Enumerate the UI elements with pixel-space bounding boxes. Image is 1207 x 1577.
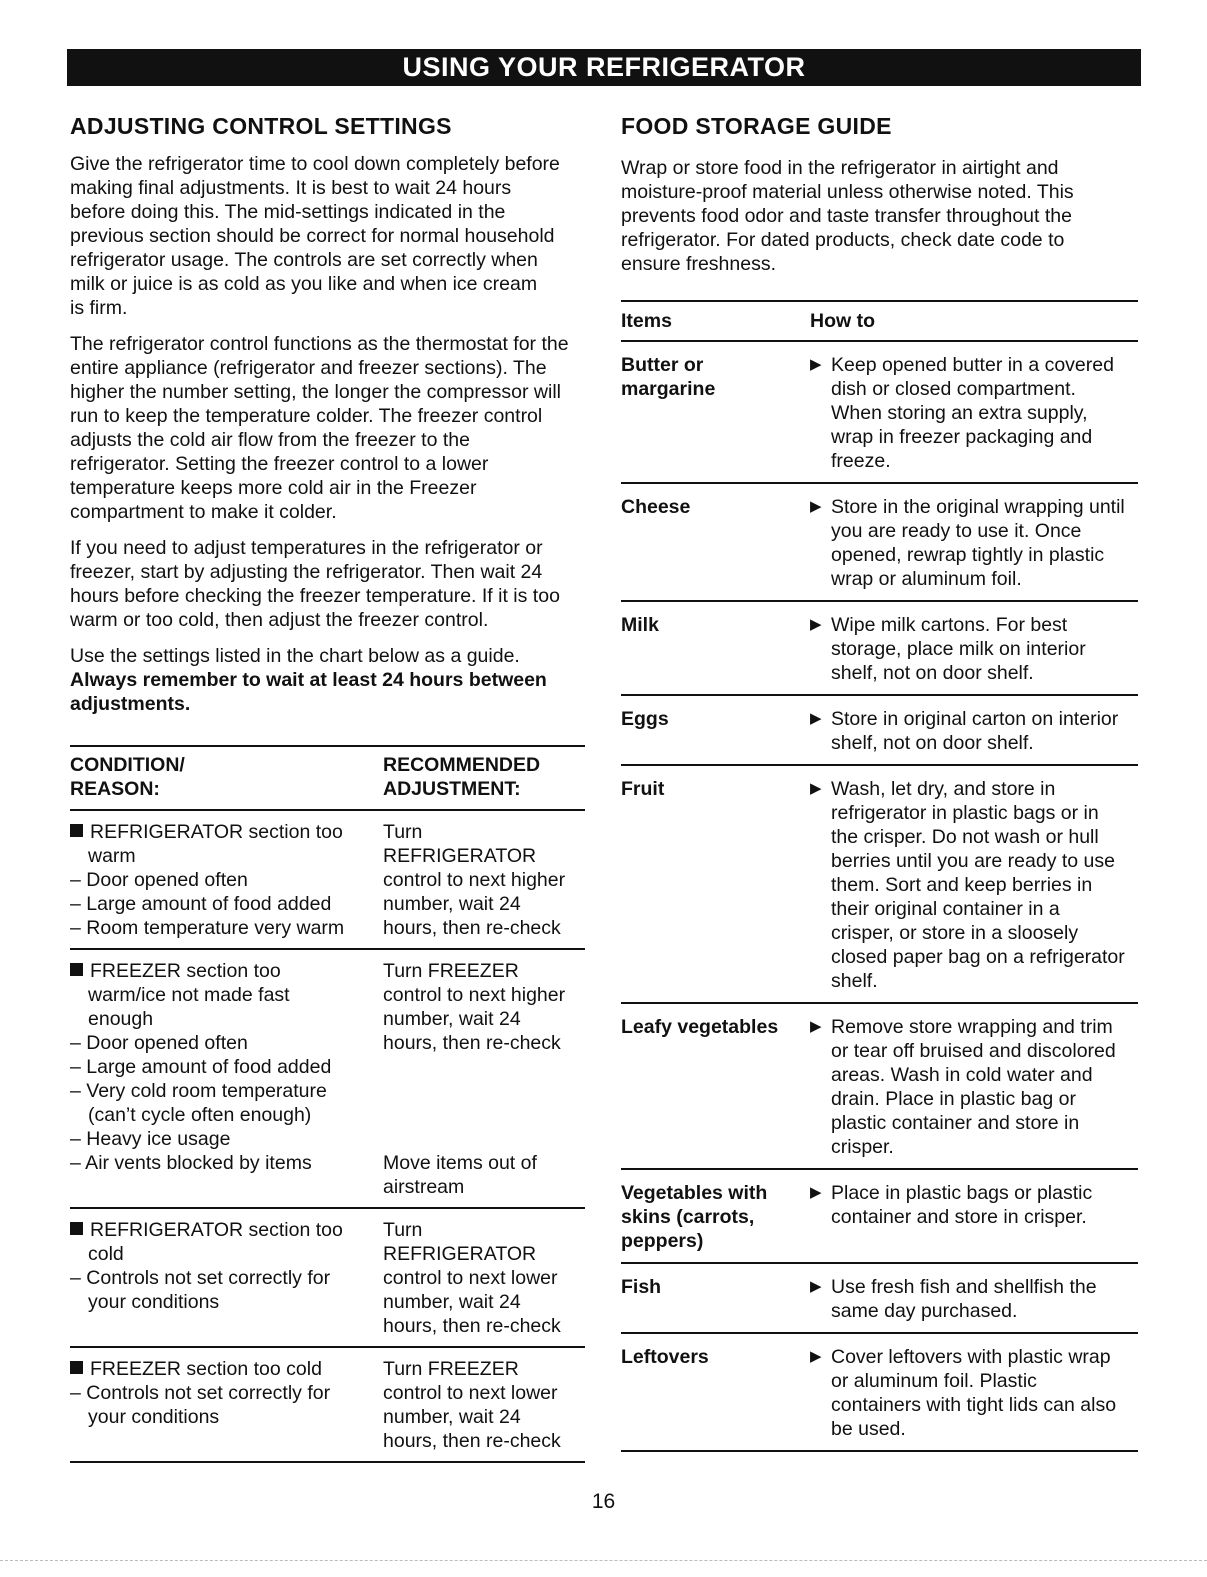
howto-cell [810, 613, 1138, 685]
adjustment-line: hours, then re-check [383, 1430, 561, 1452]
adjustment-line [383, 1055, 585, 1079]
text-line: If you need to adjust temperatures in the refrigerator or [70, 537, 543, 559]
adjustment-cell [383, 959, 585, 1199]
text-line: Fruit [621, 778, 665, 800]
text-line: REASON: [70, 778, 160, 800]
adjustment-line: control to next lower [383, 1382, 558, 1404]
triangle-bullet-icon: ▶ [810, 1348, 822, 1365]
table-row [621, 1170, 1138, 1264]
triangle-bullet-icon: ▶ [810, 780, 822, 797]
condition-line: cold [88, 1243, 124, 1265]
howto-text [831, 777, 1138, 993]
adjustment-line: number, wait 24 [383, 1406, 521, 1428]
text-line: drain. Place in plastic bag or [831, 1088, 1076, 1110]
square-bullet-icon [70, 963, 83, 976]
item-cell [621, 1345, 810, 1441]
square-bullet-icon [70, 824, 83, 837]
text-line: Leafy vegetables [621, 1016, 779, 1038]
header-howto: How to [810, 310, 875, 332]
text-line: freeze. [831, 450, 891, 472]
page-number: 16 [591, 1490, 616, 1513]
adjustment-line: Turn [383, 1219, 423, 1241]
table-row [621, 602, 1138, 696]
food-storage-section [621, 112, 1138, 1452]
item-cell [621, 353, 810, 473]
header-items: Items [621, 310, 672, 332]
adjustment-line: number, wait 24 [383, 1291, 521, 1313]
condition-line: your conditions [88, 1291, 220, 1313]
text-line: crisper. [831, 1136, 894, 1158]
adjustment-cell [383, 820, 585, 940]
food-storage-table [621, 300, 1138, 1452]
condition-line: your conditions [88, 1406, 220, 1428]
adjustment-line [383, 1127, 585, 1151]
paragraph [70, 332, 585, 524]
text-line: adjusts the cold air flow from the freezer to the [70, 429, 470, 451]
text-line: prevents food odor and taste transfer throughout the [621, 205, 1072, 227]
item-cell [621, 1015, 810, 1159]
table-row [621, 1264, 1138, 1334]
text-line: shelf. [831, 970, 878, 992]
text-line: wrap in freezer packaging and [831, 426, 1093, 448]
item-cell [621, 495, 810, 591]
condition-cell [70, 1218, 383, 1338]
text-line: Vegetables with [621, 1182, 768, 1204]
howto-cell [810, 1345, 1138, 1441]
condition-line: enough [88, 1008, 154, 1030]
text-line: skins (carrots, [621, 1206, 755, 1228]
text-line: storage, place milk on interior [831, 638, 1086, 660]
text-line: closed paper bag on a refrigerator [831, 946, 1125, 968]
text-line: hours before checking the freezer temperature. If it is too [70, 585, 560, 607]
page-banner: USING YOUR REFRIGERATOR [67, 49, 1141, 86]
text-line: refrigerator. Setting the freezer control to a lower [70, 453, 489, 475]
condition-line: – Controls not set correctly for [70, 1382, 331, 1404]
item-cell [621, 1275, 810, 1323]
paragraph [621, 156, 1138, 276]
howto-cell [810, 1275, 1138, 1323]
text-line: Cover leftovers with plastic wrap [831, 1346, 1111, 1368]
howto-text [831, 353, 1138, 473]
text-line: areas. Wash in cold water and [831, 1064, 1093, 1086]
paragraph [70, 152, 585, 320]
text-line: or aluminum foil. Plastic [831, 1370, 1037, 1392]
text-line: crisper, or store in a sloosely [831, 922, 1079, 944]
text-line: compartment to make it colder. [70, 501, 337, 523]
text-line: container and store in crisper. [831, 1206, 1087, 1228]
text-line: peppers) [621, 1230, 704, 1252]
howto-cell [810, 777, 1138, 993]
adjustment-line: REFRIGERATOR [383, 1243, 537, 1265]
item-cell [621, 1181, 810, 1253]
condition-cell [70, 1357, 383, 1453]
text-line: be used. [831, 1418, 906, 1440]
text-line: opened, rewrap tightly in plastic [831, 544, 1105, 566]
condition-line: warm [88, 845, 136, 867]
text-line: their original container in a [831, 898, 1060, 920]
howto-text [831, 1015, 1138, 1159]
text-line: Wrap or store food in the refrigerator in airtight and [621, 157, 1059, 179]
adjustment-line: REFRIGERATOR [383, 845, 537, 867]
adjustment-table [70, 745, 585, 1463]
triangle-bullet-icon: ▶ [810, 1278, 822, 1295]
header-condition [70, 753, 383, 801]
howto-cell [810, 1181, 1138, 1253]
text-line: The refrigerator control functions as the thermostat for the [70, 333, 569, 355]
text-line: Place in plastic bags or plastic [831, 1182, 1093, 1204]
item-cell [621, 707, 810, 755]
header-adjustment [383, 753, 585, 801]
text-line: milk or juice is as cold as you like and when ice cream [70, 273, 538, 295]
condition-line: – Air vents blocked by items [70, 1152, 312, 1174]
triangle-bullet-icon: ▶ [810, 498, 822, 515]
condition-line: REFRIGERATOR section too [70, 1218, 383, 1242]
condition-line: REFRIGERATOR section too [70, 820, 383, 844]
howto-text [831, 1181, 1138, 1253]
paragraph [70, 644, 585, 716]
adjustment-line: Move items out of [383, 1152, 537, 1174]
howto-cell [810, 495, 1138, 591]
howto-text [831, 613, 1138, 685]
text-line: same day purchased. [831, 1300, 1018, 1322]
howto-text [831, 1345, 1138, 1441]
text-line: run to keep the temperature colder. The freezer control [70, 405, 543, 427]
paragraph [70, 536, 585, 632]
condition-cell [70, 820, 383, 940]
text-line: Fish [621, 1276, 662, 1298]
bold-note [70, 669, 547, 715]
adjusting-controls-section [70, 112, 585, 716]
adjustment-line: airstream [383, 1176, 465, 1198]
text-line: ensure freshness. [621, 253, 777, 275]
divider [0, 1560, 1207, 1561]
text-line: shelf, not on door shelf. [831, 662, 1034, 684]
text-line: adjustments. [70, 693, 191, 715]
text-line: berries until you are ready to use [831, 850, 1115, 872]
table-row [70, 950, 585, 1209]
triangle-bullet-icon: ▶ [810, 710, 822, 727]
text-line: refrigerator in plastic bags or in [831, 802, 1099, 824]
text-line: margarine [621, 378, 716, 400]
howto-cell [810, 1015, 1138, 1159]
triangle-bullet-icon: ▶ [810, 1018, 822, 1035]
adjustment-line: control to next lower [383, 1267, 558, 1289]
table-row [621, 1004, 1138, 1170]
text-line: or tear off bruised and discolored [831, 1040, 1116, 1062]
text-line: refrigerator usage. The controls are set correctly when [70, 249, 538, 271]
adjustment-line: Turn [383, 821, 423, 843]
text-line: temperature keeps more cold air in the Freezer [70, 477, 477, 499]
text-line: entire appliance (refrigerator and freezer sections). The [70, 357, 547, 379]
text-line: moisture-proof material unless otherwise noted. This [621, 181, 1074, 203]
adjustment-line [383, 1103, 585, 1127]
text-line: before doing this. The mid-settings indicated in the [70, 201, 506, 223]
text-line: is firm. [70, 297, 128, 319]
adjustment-line: hours, then re-check [383, 917, 561, 939]
triangle-bullet-icon: ▶ [810, 616, 822, 633]
condition-line: FREEZER section too [70, 959, 383, 983]
text-line: Always remember to wait at least 24 hours between [70, 669, 547, 691]
howto-text [831, 707, 1138, 755]
howto-text [831, 1275, 1138, 1323]
condition-line: – Very cold room temperature [70, 1080, 327, 1102]
adjustment-line [383, 1079, 585, 1103]
text-line: containers with tight lids can also [831, 1394, 1117, 1416]
text-line: Use fresh fish and shellfish the [831, 1276, 1097, 1298]
adjustment-line: hours, then re-check [383, 1315, 561, 1337]
adjustment-line: Turn FREEZER [383, 1358, 519, 1380]
text-line: Remove store wrapping and trim [831, 1016, 1113, 1038]
text-line: Store in original carton on interior [831, 708, 1119, 730]
text-line: Wipe milk cartons. For best [831, 614, 1068, 636]
text-line: Wash, let dry, and store in [831, 778, 1056, 800]
table-row [621, 766, 1138, 1004]
triangle-bullet-icon: ▶ [810, 356, 822, 373]
howto-cell [810, 353, 1138, 473]
table-row [621, 484, 1138, 602]
adjustment-line: number, wait 24 [383, 1008, 521, 1030]
adjustment-line: control to next higher [383, 869, 566, 891]
text-line: freezer, start by adjusting the refrigerator. Then wait 24 [70, 561, 543, 583]
table-row [70, 1209, 585, 1348]
condition-line: – Room temperature very warm [70, 917, 345, 939]
text-line: making final adjustments. It is best to wait 24 hours [70, 177, 512, 199]
condition-line: – Door opened often [70, 869, 248, 891]
triangle-bullet-icon: ▶ [810, 1184, 822, 1201]
text-line: you are ready to use it. Once [831, 520, 1082, 542]
condition-line: warm/ice not made fast [88, 984, 290, 1006]
square-bullet-icon [70, 1361, 83, 1374]
paragraph-text: Use the settings listed in the chart below as a guide. [70, 645, 520, 667]
condition-line: – Heavy ice usage [70, 1128, 231, 1150]
text-line: dish or closed compartment. [831, 378, 1076, 400]
text-line: CONDITION/ [70, 754, 185, 776]
table-row [621, 696, 1138, 766]
adjustment-line: control to next higher [383, 984, 566, 1006]
item-cell [621, 777, 810, 993]
text-line: warm or too cold, then adjust the freezer control. [70, 609, 489, 631]
text-line: Store in the original wrapping until [831, 496, 1125, 518]
text-line: higher the number setting, the longer the compressor will [70, 381, 562, 403]
text-line: Leftovers [621, 1346, 709, 1368]
adjustment-line: Turn FREEZER [383, 960, 519, 982]
section-heading: FOOD STORAGE GUIDE [621, 113, 892, 139]
text-line: the crisper. Do not wash or hull [831, 826, 1099, 848]
howto-cell [810, 707, 1138, 755]
condition-line: – Large amount of food added [70, 1056, 332, 1078]
text-line: refrigerator. For dated products, check date code to [621, 229, 1065, 251]
table-row [621, 342, 1138, 484]
table-row [621, 1334, 1138, 1452]
howto-text [831, 495, 1138, 591]
text-line: Keep opened butter in a covered [831, 354, 1114, 376]
condition-line: – Controls not set correctly for [70, 1267, 331, 1289]
condition-line: FREEZER section too cold [70, 1357, 383, 1381]
table-row [70, 811, 585, 950]
text-line: RECOMMENDED [383, 754, 541, 776]
text-line: previous section should be correct for normal household [70, 225, 555, 247]
text-line: Cheese [621, 496, 691, 518]
table-header [70, 745, 585, 811]
table-body [70, 811, 585, 1463]
text-line: Eggs [621, 708, 669, 730]
condition-line: – Door opened often [70, 1032, 248, 1054]
adjustment-cell [383, 1218, 585, 1338]
text-line: Milk [621, 614, 659, 636]
condition-cell [70, 959, 383, 1199]
section-heading: ADJUSTING CONTROL SETTINGS [70, 113, 452, 139]
text-line: Give the refrigerator time to cool down completely before [70, 153, 560, 175]
adjustment-cell [383, 1357, 585, 1453]
text-line: Butter or [621, 354, 704, 376]
table-row [70, 1348, 585, 1463]
condition-line: (can’t cycle often enough) [88, 1104, 312, 1126]
table-body [621, 342, 1138, 1452]
text-line: wrap or aluminum foil. [831, 568, 1022, 590]
text-line: ADJUSTMENT: [383, 778, 521, 800]
table-header [621, 300, 1138, 342]
adjustment-line: hours, then re-check [383, 1032, 561, 1054]
item-cell [621, 613, 810, 685]
text-line: them. Sort and keep berries in [831, 874, 1093, 896]
square-bullet-icon [70, 1222, 83, 1235]
text-line: When storing an extra supply, [831, 402, 1088, 424]
text-line: shelf, not on door shelf. [831, 732, 1034, 754]
condition-line: – Large amount of food added [70, 893, 332, 915]
text-line: plastic container and store in [831, 1112, 1080, 1134]
adjustment-line: number, wait 24 [383, 893, 521, 915]
